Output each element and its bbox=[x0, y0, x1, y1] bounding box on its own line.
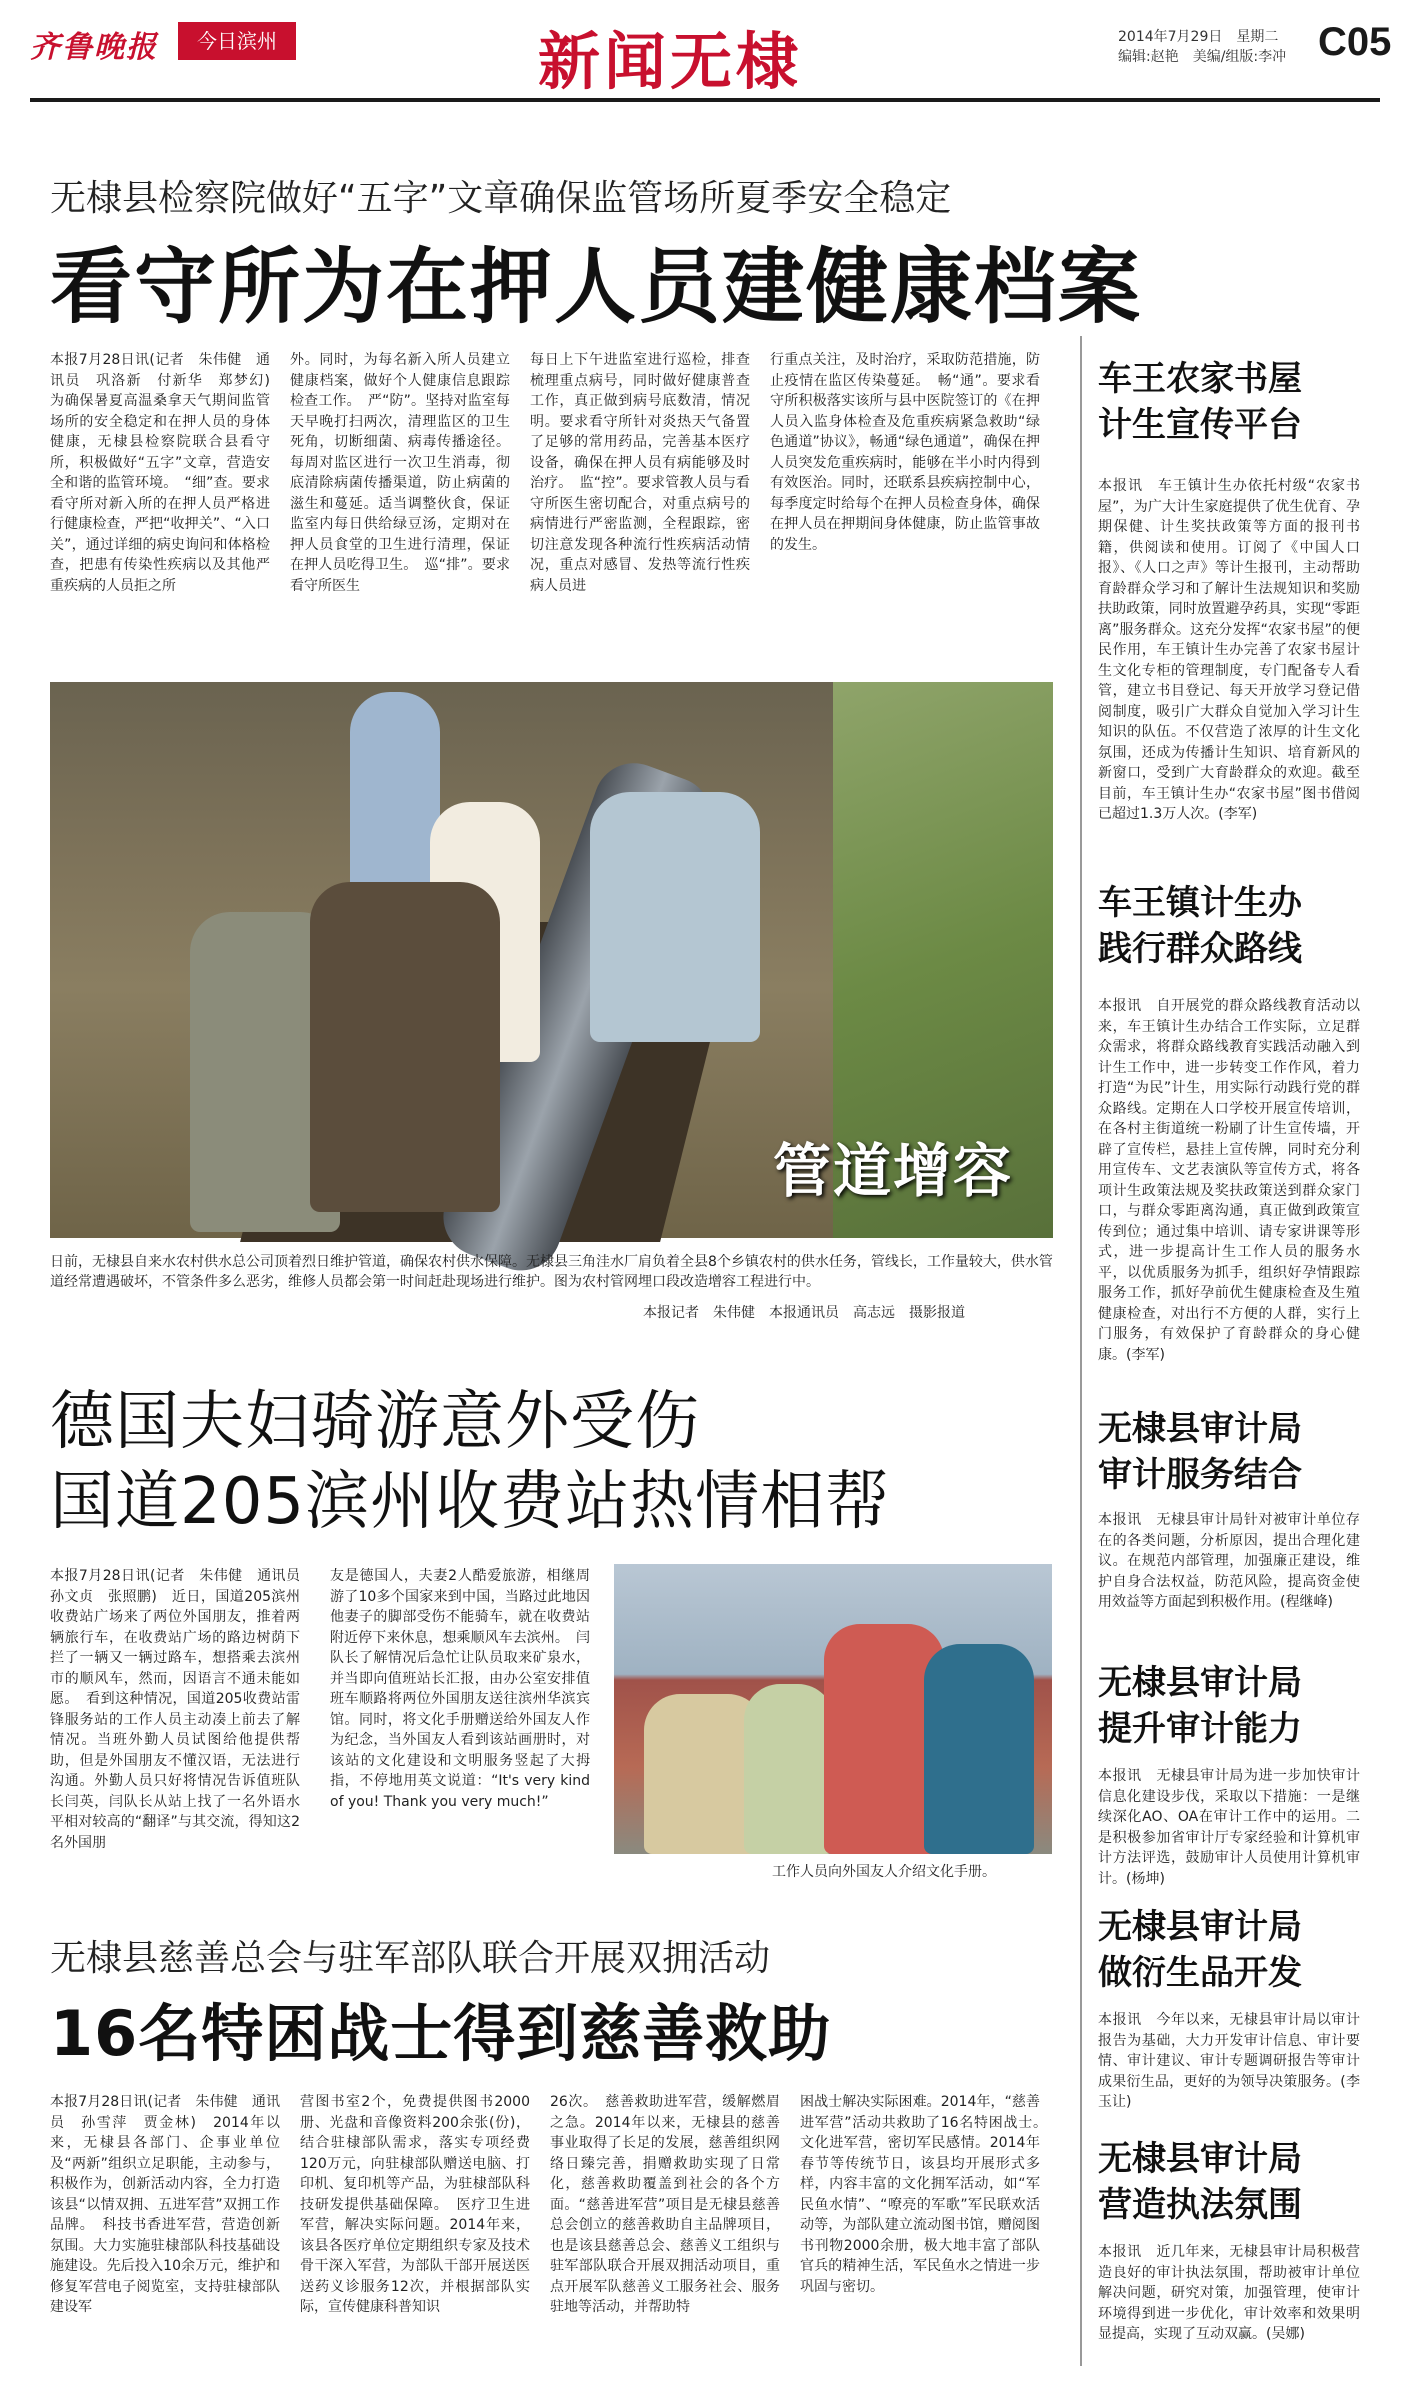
staff-figure bbox=[744, 1684, 834, 1854]
pipeline-work-photo bbox=[50, 682, 1053, 1238]
masthead-rule bbox=[30, 98, 1380, 102]
sidebar-item-2-title: 车王镇计生办 践行群众路线 bbox=[1098, 883, 1302, 969]
story2-headline-2: 国道205滨州收费站热情相帮 bbox=[50, 1465, 891, 1539]
sidebar-item-4-body: 本报讯 无棣县审计局为进一步加快审计信息化建设步伐，采取以下措施：一是继续深化AO、OA在审计工作中的运用。二是积极参加省审计厅专家经验和计算机审计方法评选，鼓励审计人员使用计算机审计。(杨坤) bbox=[1098, 1768, 1360, 1887]
sidebar-item-5-body: 本报讯 今年以来，无棣县审计局以审计报告为基础，大力开发审计信息、审计要情、审计建议、审计专题调研报告等审计成果衍生品，更好的为领导决策服务。(李玉让) bbox=[1098, 2012, 1360, 2110]
worker-figure bbox=[590, 792, 760, 1042]
photo1-caption: 日前，无棣县自来水农村供水总公司顶着烈日维护管道，确保农村供水保障。无棣县三角洼水厂肩负着全县8个乡镇农村的供水任务，管线长，工作量较大，供水管道经常遭遇破坏，不管条件多么恶劣，维修人员都会第一时间赶赴现场进行维护。图为农村管网埋口段改造增容工程进行中。 bbox=[50, 1254, 1053, 1290]
story2-headline-1: 德国夫妇骑游意外受伤 bbox=[50, 1385, 700, 1459]
photo-overlay-title: 管道增容 bbox=[772, 1137, 1013, 1205]
section-title: 新闻无棣 bbox=[538, 25, 803, 98]
masthead bbox=[0, 0, 1409, 100]
section-tag: 今日滨州 bbox=[178, 22, 296, 60]
story3-column-3: 26次。 慈善救助进军营，缓解燃眉之急。2014年以来，无棣县的慈善事业取得了长足的发展，慈善组织网络日臻完善，捐赠救助实现了日常化，慈善救助覆盖到社会的各个方面。“慈善进军营”项目是无棣县慈善总会创立的慈善救助自主品牌项目，也是该县慈善总会、慈善义工组织与驻军部队联合开展双拥活动项目，重点开展军队慈善义工服务社会、服务驻地等活动，并帮助特 bbox=[550, 2094, 780, 2315]
story3-headline: 16名特困战士得到慈善救助 bbox=[50, 1997, 832, 2070]
story1-column-4: 行重点关注，及时治疗，采取防范措施，防止疫情在监区传染蔓延。 畅“通”。要求看守所积极落实该所与县中医院签订的《在押人员入监身体检查及危重疾病紧急救助“绿色通道”协议》，畅通“绿色通道”，确保在押人员突发危重疾病时，能够在半小时内得到有效医治。同时，还联系县疾病控制中心，每季度定时给每个在押人员检查身体，确保在押人员在押期间身体健康，防止监管事故的发生。 bbox=[770, 352, 1040, 553]
photo1-credit: 本报记者 朱伟健 本报通讯员 高志远 摄影报道 bbox=[643, 1305, 965, 1321]
sidebar-item-3-body: 本报讯 无棣县审计局针对被审计单位存在的各类问题，分析原因，提出合理化建议。在规范内部管理，加强廉正建设，维护自身合法权益，防范风险，提高资金使用效益等方面起到积极作用。(程继峰) bbox=[1098, 1512, 1360, 1610]
story2-column-2: 友是德国人，夫妻2人酷爱旅游，相继周游了10多个国家来到中国，当路过此地因他妻子的脚部受伤不能骑车，就在收费站附近停下来休息，想乘顺风车去滨州。 闫队长了解情况后急忙让队员取来矿泉水，并当即向值班站长汇报，由办公室安排值班车顺路将两位外国朋友送往滨州华滨宾馆。同时，将文化手册赠送给外国友人作为纪念，当外国友人看到该站画册时，对该站的文化建设和文明服务竖起了大拇指，不停地用英文说道：“It's very kind of you! Thank you very much!” bbox=[330, 1568, 590, 1810]
story3-column-1: 本报7月28日讯(记者 朱伟健 通讯员 孙雪萍 贾金林) 2014年以来，无棣县各部门、企事业单位及“两新”组织立足职能，主动参与，积极作为，创新活动内容，全力打造该县“以情双拥、五进军营”双拥工作品牌。 科技书香进军营，营造创新氛围。大力实施驻棣部队科技基础设施建设。先后投入10余万元，维护和修复军营电子阅览室，支持驻棣部队建设军 bbox=[50, 2094, 280, 2315]
photo2-caption: 工作人员向外国友人介绍文化手册。 bbox=[772, 1864, 996, 1880]
story1-column-2: 外。同时，为每名新入所人员建立健康档案，做好个人健康信息跟踪检查工作。 严“防”。坚持对监室每天早晚打扫两次，清理监区的卫生死角，切断细菌、病毒传播途径。每周对监区进行一次卫生消毒，彻底清除病菌传播渠道，防止病菌的滋生和蔓延。适当调整伙食，保证监室内每日供给绿豆汤，定期对在押人员食堂的卫生进行清理，保证在押人员吃得卫生。 巡“排”。要求看守所医生 bbox=[290, 352, 510, 594]
page-number: C05 bbox=[1318, 20, 1392, 64]
sidebar-item-6-body: 本报讯 近几年来，无棣县审计局积极营造良好的审计执法氛围，帮助被审计单位解决问题，研究对策，加强管理，使审计环境得到进一步优化，审计效率和效果明显提高，实现了互动双赢。(吴娜) bbox=[1098, 2244, 1360, 2342]
story3-kicker: 无棣县慈善总会与驻军部队联合开展双拥活动 bbox=[50, 1938, 771, 1979]
issue-date: 2014年7月29日 星期二 bbox=[1118, 29, 1279, 45]
sidebar-item-5-title: 无棣县审计局 做衍生品开发 bbox=[1098, 1907, 1302, 1993]
story2-column-1: 本报7月28日讯(记者 朱伟健 通讯员 孙文贞 张照鹏) 近日，国道205滨州收费站广场来了两位外国朋友，推着两辆旅行车，在收费站广场的路边树荫下拦了一辆又一辆过路车，想搭乘去滨州市的顺风车，然而，因语言不通未能如愿。 看到这种情况，国道205收费站雷锋服务站的工作人员主动凑上前去了解情况。当班外勤人员试图给他提供帮助，但是外国朋友不懂汉语，无法进行沟通。外勤人员只好将情况告诉值班队长闫英，闫队长从站上找了一名外语水平相对较高的“翻译”与其交流，得知这2名外国朋 bbox=[50, 1568, 314, 1851]
story1-headline: 看守所为在押人员建健康档案 bbox=[50, 240, 1143, 335]
story1-column-1: 本报7月28日讯(记者 朱伟健 通讯员 巩洛新 付新华 郑梦幻) 为确保暑夏高温桑拿天气期间监管场所的安全稳定和在押人员的身体健康，无棣县检察院联合县看守所，积极做好“五字”文章，营造安全和谐的监管环境。 “细”查。要求看守所对新入所的在押人员严格进行健康检查，严把“收押关”、“入口关”，通过详细的病史询问和体格检查，把患有传染性疾病以及其他严重疾病的人员拒之所 bbox=[50, 352, 284, 594]
newspaper-logo: 齐鲁晚报 bbox=[30, 30, 158, 65]
editors-line: 编辑:赵艳 美编/组版:李冲 bbox=[1118, 49, 1287, 65]
sidebar-item-6-title: 无棣县审计局 营造执法氛围 bbox=[1098, 2139, 1302, 2225]
story3-column-2: 营图书室2个，免费提供图书2000册、光盘和音像资料200余张(份)，结合驻棣部队需求，落实专项经费120万元，向驻棣部队赠送电脑、打印机、复印机等产品，为驻棣部队科技研发提供基础保障。 医疗卫生进军营，解决实际问题。2014年来，该县各医疗单位定期组织专家及技术骨干深入军营，为部队干部开展送医送药义诊服务12次，并根据部队实际，宣传健康科普知识 bbox=[300, 2094, 530, 2315]
sidebar-item-3-title: 无棣县审计局 审计服务结合 bbox=[1098, 1409, 1302, 1495]
story1-kicker: 无棣县检察院做好“五字”文章确保监管场所夏季安全稳定 bbox=[50, 178, 952, 219]
sidebar-divider bbox=[1080, 336, 1082, 2366]
sidebar-item-4-title: 无棣县审计局 提升审计能力 bbox=[1098, 1663, 1302, 1749]
visitor-figure bbox=[924, 1644, 1034, 1854]
sidebar-item-1-title: 车王农家书屋 计生宣传平台 bbox=[1098, 359, 1302, 445]
sidebar-item-1-body: 本报讯 车王镇计生办依托村级“农家书屋”，为广大计生家庭提供了优生优育、孕期保健、计生奖扶政策等方面的报刊书籍，供阅读和使用。订阅了《中国人口报》、《人口之声》等计生报刊，主动帮助育龄群众学习和了解计生法规知识和奖励扶助政策，同时放置避孕药具，实现“零距离”服务群众。这充分发挥“农家书屋”的便民作用，车王镇计生办完善了农家书屋计生文化专柜的管理制度，专门配备专人看管，建立书目登记、每天开放学习登记借阅制度，吸引广大群众自觉加入学习计生知识的队伍。不仅营造了浓厚的计生文化氛围，还成为传播计生知识、培育新风的新窗口，受到广大育龄群众的欢迎。截至目前，车王镇计生办“农家书屋”图书借阅已超过1.3万人次。(李军) bbox=[1098, 478, 1360, 822]
story3-column-4: 困战士解决实际困难。2014年，“慈善进军营”活动共救助了16名特困战士。 文化进军营，密切军民感情。2014年春节等传统节日，该县均开展形式多样，内容丰富的文化拥军活动，如“军民鱼水情”、“嘹亮的军歌”军民联欢活动等，为部队建立流动图书馆，赠阅图书刊物2000余册，极大地丰富了部队官兵的精神生活，军民鱼水之情进一步巩固与密切。 bbox=[800, 2094, 1054, 2295]
sidebar-item-2-body: 本报讯 自开展党的群众路线教育活动以来，车王镇计生办结合工作实际，立足群众需求，将群众路线教育实践活动融入到计生工作中，进一步转变工作作风，着力打造“为民”计生，用实际行动践行党的群众路线。定期在人口学校开展宣传培训，在各村主街道统一粉刷了计生宣传墙，开辟了宣传栏，悬挂上宣传牌，同时充分利用宣传车、文艺表演队等宣传方式，将各项计生政策法规及奖扶政策送到群众家门口，与群众零距离沟通，真正做到政策宣传到位；通过集中培训、请专家讲课等形式，进一步提高计生工作人员的服务水平，以优质服务为抓手，组织好孕情跟踪服务工作，抓好孕前优生健康检查及生殖健康检查，对出行不方便的人群，实行上门服务，有效保护了育龄群众的身心健康。(李军) bbox=[1098, 998, 1360, 1363]
foreign-visitors-photo bbox=[614, 1564, 1052, 1854]
worker-figure bbox=[310, 882, 500, 1212]
story1-column-3: 每日上下午进监室进行巡检，排查梳理重点病号，同时做好健康普查工作，真正做到病号底数清，情况明。要求看守所针对炎热天气备置了足够的常用药品，完善基本医疗设备，确保在押人员有病能够及时治疗。 监“控”。要求管教人员与看守所医生密切配合，对重点病号的病情进行严密监测，全程跟踪，密切注意发现各种流行性疾病活动情况，重点对感冒、发热等流行性疾病人员进 bbox=[530, 352, 750, 594]
